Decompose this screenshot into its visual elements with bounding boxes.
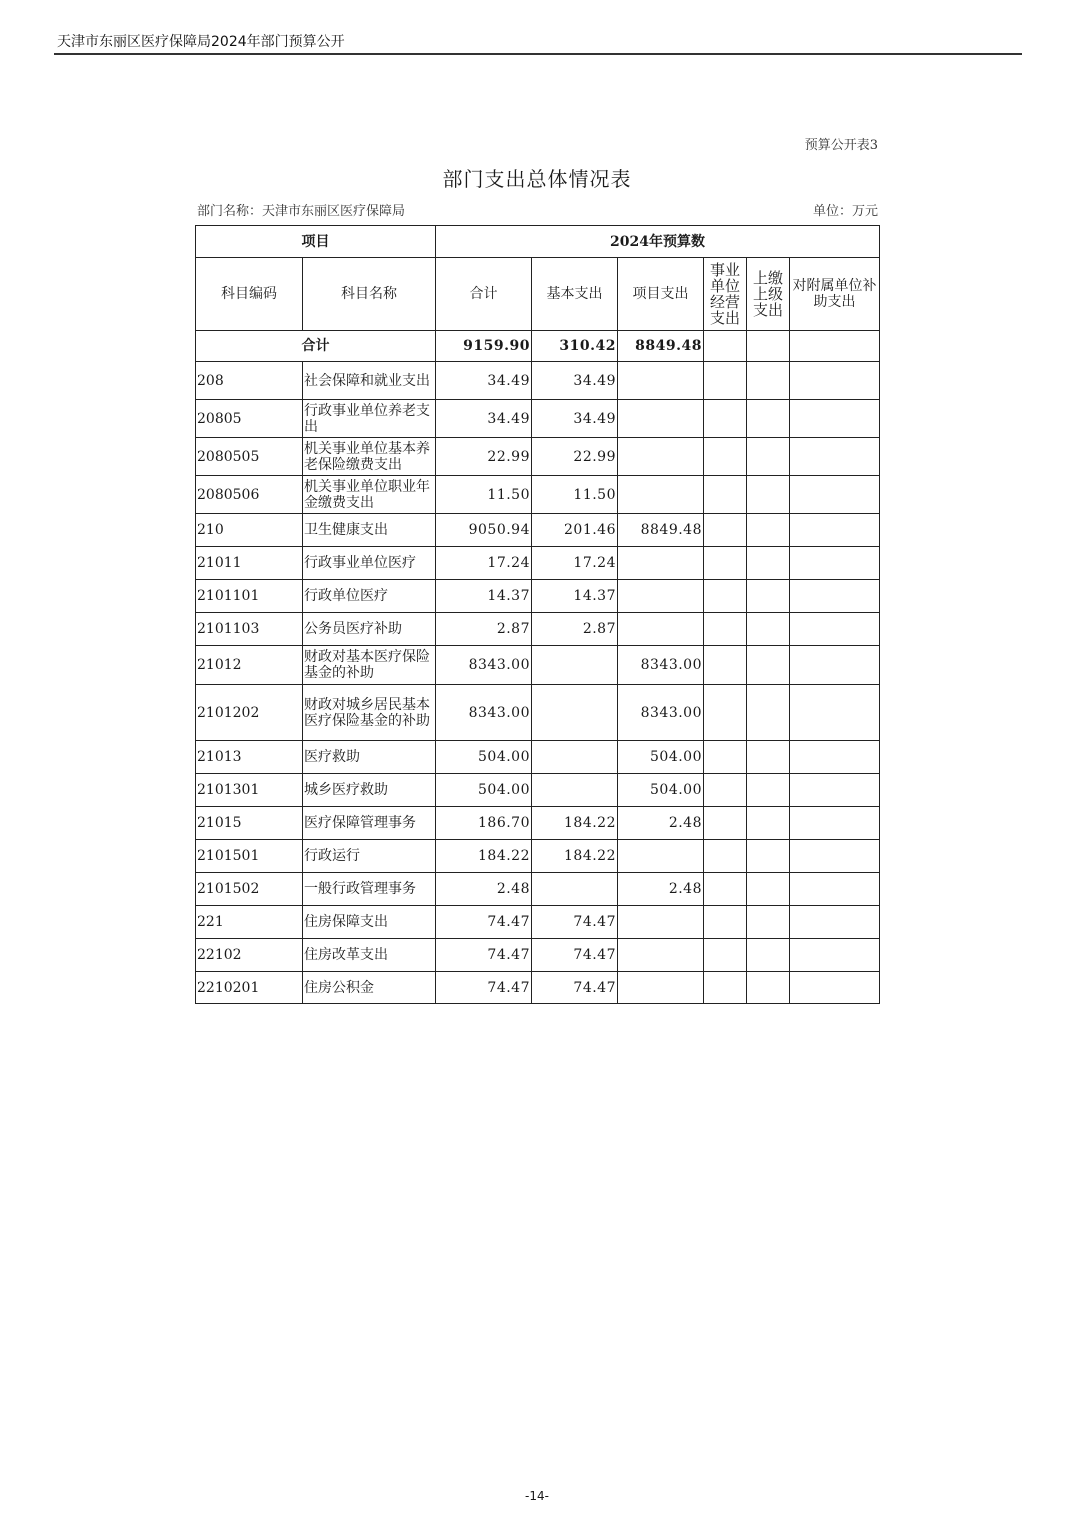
row-total: 11.50 (436, 476, 532, 514)
row-upper (747, 400, 790, 438)
table-row (196, 476, 880, 514)
row-upper (747, 873, 790, 906)
row-total: 22.99 (436, 438, 532, 476)
row-total: 9050.94 (436, 514, 532, 547)
row-code: 2101501 (196, 840, 303, 873)
row-code: 2101101 (196, 580, 303, 613)
header-project-exp: 项目支出 (618, 258, 704, 331)
table-row (196, 807, 880, 840)
row-basic (532, 646, 618, 685)
row-basic: 184.22 (532, 840, 618, 873)
row-name: 机关事业单位基本养老保险缴费支出 (303, 438, 436, 476)
row-subsidy (790, 741, 880, 774)
row-project (618, 939, 704, 972)
row-basic: 74.47 (532, 939, 618, 972)
row-total: 8343.00 (436, 646, 532, 685)
row-upper (747, 741, 790, 774)
row-basic (532, 873, 618, 906)
header-project: 项目 (196, 226, 436, 258)
row-code: 210 (196, 514, 303, 547)
row-business (704, 972, 747, 1004)
row-basic: 22.99 (532, 438, 618, 476)
row-total: 74.47 (436, 972, 532, 1004)
row-upper (747, 438, 790, 476)
row-upper (747, 476, 790, 514)
row-code: 21012 (196, 646, 303, 685)
row-subsidy (790, 580, 880, 613)
row-upper (747, 807, 790, 840)
header-upper: 上缴上级支出 (747, 258, 790, 331)
row-code: 2101202 (196, 685, 303, 741)
row-business (704, 741, 747, 774)
row-business (704, 873, 747, 906)
row-basic: 34.49 (532, 400, 618, 438)
row-name: 社会保障和就业支出 (303, 362, 436, 400)
row-project: 8849.48 (618, 514, 704, 547)
row-business (704, 906, 747, 939)
row-business (704, 646, 747, 685)
row-project (618, 613, 704, 646)
row-code: 2101502 (196, 873, 303, 906)
table-row (196, 613, 880, 646)
table-row (196, 580, 880, 613)
table-row (196, 547, 880, 580)
row-code: 2210201 (196, 972, 303, 1004)
row-name: 一般行政管理事务 (303, 873, 436, 906)
row-name: 城乡医疗救助 (303, 774, 436, 807)
row-business (704, 476, 747, 514)
row-basic: 34.49 (532, 362, 618, 400)
total-project: 8849.48 (618, 331, 704, 362)
row-code: 21013 (196, 741, 303, 774)
row-name: 行政单位医疗 (303, 580, 436, 613)
row-project (618, 906, 704, 939)
row-project: 8343.00 (618, 685, 704, 741)
row-name: 财政对城乡居民基本医疗保险基金的补助 (303, 685, 436, 741)
row-subsidy (790, 362, 880, 400)
row-basic (532, 685, 618, 741)
row-project (618, 362, 704, 400)
header-code: 科目编码 (196, 258, 303, 331)
row-project: 8343.00 (618, 646, 704, 685)
row-subsidy (790, 807, 880, 840)
row-project (618, 400, 704, 438)
table-row (196, 741, 880, 774)
row-basic: 74.47 (532, 906, 618, 939)
header-budget-group: 2024年预算数 (436, 226, 880, 258)
row-code: 21011 (196, 547, 303, 580)
row-basic: 14.37 (532, 580, 618, 613)
row-project (618, 580, 704, 613)
row-subsidy (790, 906, 880, 939)
table-row (196, 972, 880, 1004)
row-name: 机关事业单位职业年金缴费支出 (303, 476, 436, 514)
row-project: 2.48 (618, 807, 704, 840)
page-number: -14- (525, 1489, 549, 1503)
table-row (196, 438, 880, 476)
total-row (196, 331, 880, 362)
row-business (704, 400, 747, 438)
row-upper (747, 906, 790, 939)
table-row (196, 939, 880, 972)
row-code: 22102 (196, 939, 303, 972)
row-name: 住房改革支出 (303, 939, 436, 972)
row-business (704, 362, 747, 400)
header-rule (54, 53, 1022, 55)
row-business (704, 580, 747, 613)
row-total: 184.22 (436, 840, 532, 873)
row-subsidy (790, 774, 880, 807)
row-subsidy (790, 547, 880, 580)
row-project (618, 972, 704, 1004)
row-basic: 201.46 (532, 514, 618, 547)
row-project: 504.00 (618, 774, 704, 807)
total-upper (747, 331, 790, 362)
row-basic: 184.22 (532, 807, 618, 840)
row-upper (747, 972, 790, 1004)
row-name: 住房公积金 (303, 972, 436, 1004)
row-basic: 74.47 (532, 972, 618, 1004)
row-subsidy (790, 613, 880, 646)
row-name: 行政事业单位养老支出 (303, 400, 436, 438)
row-upper (747, 939, 790, 972)
row-code: 21015 (196, 807, 303, 840)
row-code: 221 (196, 906, 303, 939)
row-total: 504.00 (436, 741, 532, 774)
row-total: 34.49 (436, 400, 532, 438)
total-total: 9159.90 (436, 331, 532, 362)
department-label: 部门名称：天津市东丽区医疗保障局 (197, 204, 406, 219)
table-number: 预算公开表3 (804, 138, 878, 153)
table-row (196, 774, 880, 807)
page-title: 部门支出总体情况表 (442, 167, 632, 191)
row-name: 卫生健康支出 (303, 514, 436, 547)
row-total: 14.37 (436, 580, 532, 613)
table-row (196, 685, 880, 741)
header-basic: 基本支出 (532, 258, 618, 331)
row-business (704, 438, 747, 476)
row-project (618, 547, 704, 580)
row-total: 17.24 (436, 547, 532, 580)
header-subsidy: 对附属单位补助支出 (790, 258, 880, 331)
row-total: 186.70 (436, 807, 532, 840)
header-business: 事业单位经营支出 (704, 258, 747, 331)
row-project: 504.00 (618, 741, 704, 774)
row-business (704, 807, 747, 840)
table-row (196, 514, 880, 547)
row-code: 2101301 (196, 774, 303, 807)
row-upper (747, 580, 790, 613)
row-subsidy (790, 438, 880, 476)
row-name: 行政事业单位医疗 (303, 547, 436, 580)
row-basic: 2.87 (532, 613, 618, 646)
table-row (196, 840, 880, 873)
row-name: 医疗救助 (303, 741, 436, 774)
table-row (196, 906, 880, 939)
table-row (196, 400, 880, 438)
document-header-title: 天津市东丽区医疗保障局2024年部门预算公开 (57, 34, 345, 50)
table-row (196, 362, 880, 400)
table-row (196, 873, 880, 906)
row-business (704, 685, 747, 741)
row-code: 2080505 (196, 438, 303, 476)
row-name: 住房保障支出 (303, 906, 436, 939)
row-subsidy (790, 685, 880, 741)
unit-label: 单位：万元 (812, 204, 878, 219)
row-code: 2080506 (196, 476, 303, 514)
row-subsidy (790, 514, 880, 547)
total-label: 合计 (196, 331, 436, 362)
header-name: 科目名称 (303, 258, 436, 331)
row-business (704, 547, 747, 580)
row-project (618, 476, 704, 514)
row-project (618, 438, 704, 476)
row-total: 504.00 (436, 774, 532, 807)
row-upper (747, 613, 790, 646)
total-basic: 310.42 (532, 331, 618, 362)
row-subsidy (790, 939, 880, 972)
row-name: 财政对基本医疗保险基金的补助 (303, 646, 436, 685)
row-subsidy (790, 476, 880, 514)
row-name: 公务员医疗补助 (303, 613, 436, 646)
table-row (196, 646, 880, 685)
row-subsidy (790, 840, 880, 873)
row-upper (747, 514, 790, 547)
row-business (704, 514, 747, 547)
row-code: 208 (196, 362, 303, 400)
row-business (704, 774, 747, 807)
row-name: 医疗保障管理事务 (303, 807, 436, 840)
row-basic: 17.24 (532, 547, 618, 580)
row-subsidy (790, 646, 880, 685)
row-basic (532, 774, 618, 807)
header-total: 合计 (436, 258, 532, 331)
row-total: 74.47 (436, 906, 532, 939)
row-upper (747, 840, 790, 873)
row-total: 2.87 (436, 613, 532, 646)
row-code: 20805 (196, 400, 303, 438)
total-business (704, 331, 747, 362)
row-total: 74.47 (436, 939, 532, 972)
row-upper (747, 774, 790, 807)
row-basic (532, 741, 618, 774)
expenditure-table (195, 225, 880, 1004)
row-project: 2.48 (618, 873, 704, 906)
row-business (704, 939, 747, 972)
row-name: 行政运行 (303, 840, 436, 873)
row-subsidy (790, 873, 880, 906)
row-total: 34.49 (436, 362, 532, 400)
row-project (618, 840, 704, 873)
row-subsidy (790, 400, 880, 438)
row-upper (747, 547, 790, 580)
row-upper (747, 685, 790, 741)
row-total: 2.48 (436, 873, 532, 906)
row-basic: 11.50 (532, 476, 618, 514)
row-subsidy (790, 972, 880, 1004)
row-code: 2101103 (196, 613, 303, 646)
row-upper (747, 362, 790, 400)
total-subsidy (790, 331, 880, 362)
row-business (704, 840, 747, 873)
row-total: 8343.00 (436, 685, 532, 741)
row-business (704, 613, 747, 646)
row-upper (747, 646, 790, 685)
